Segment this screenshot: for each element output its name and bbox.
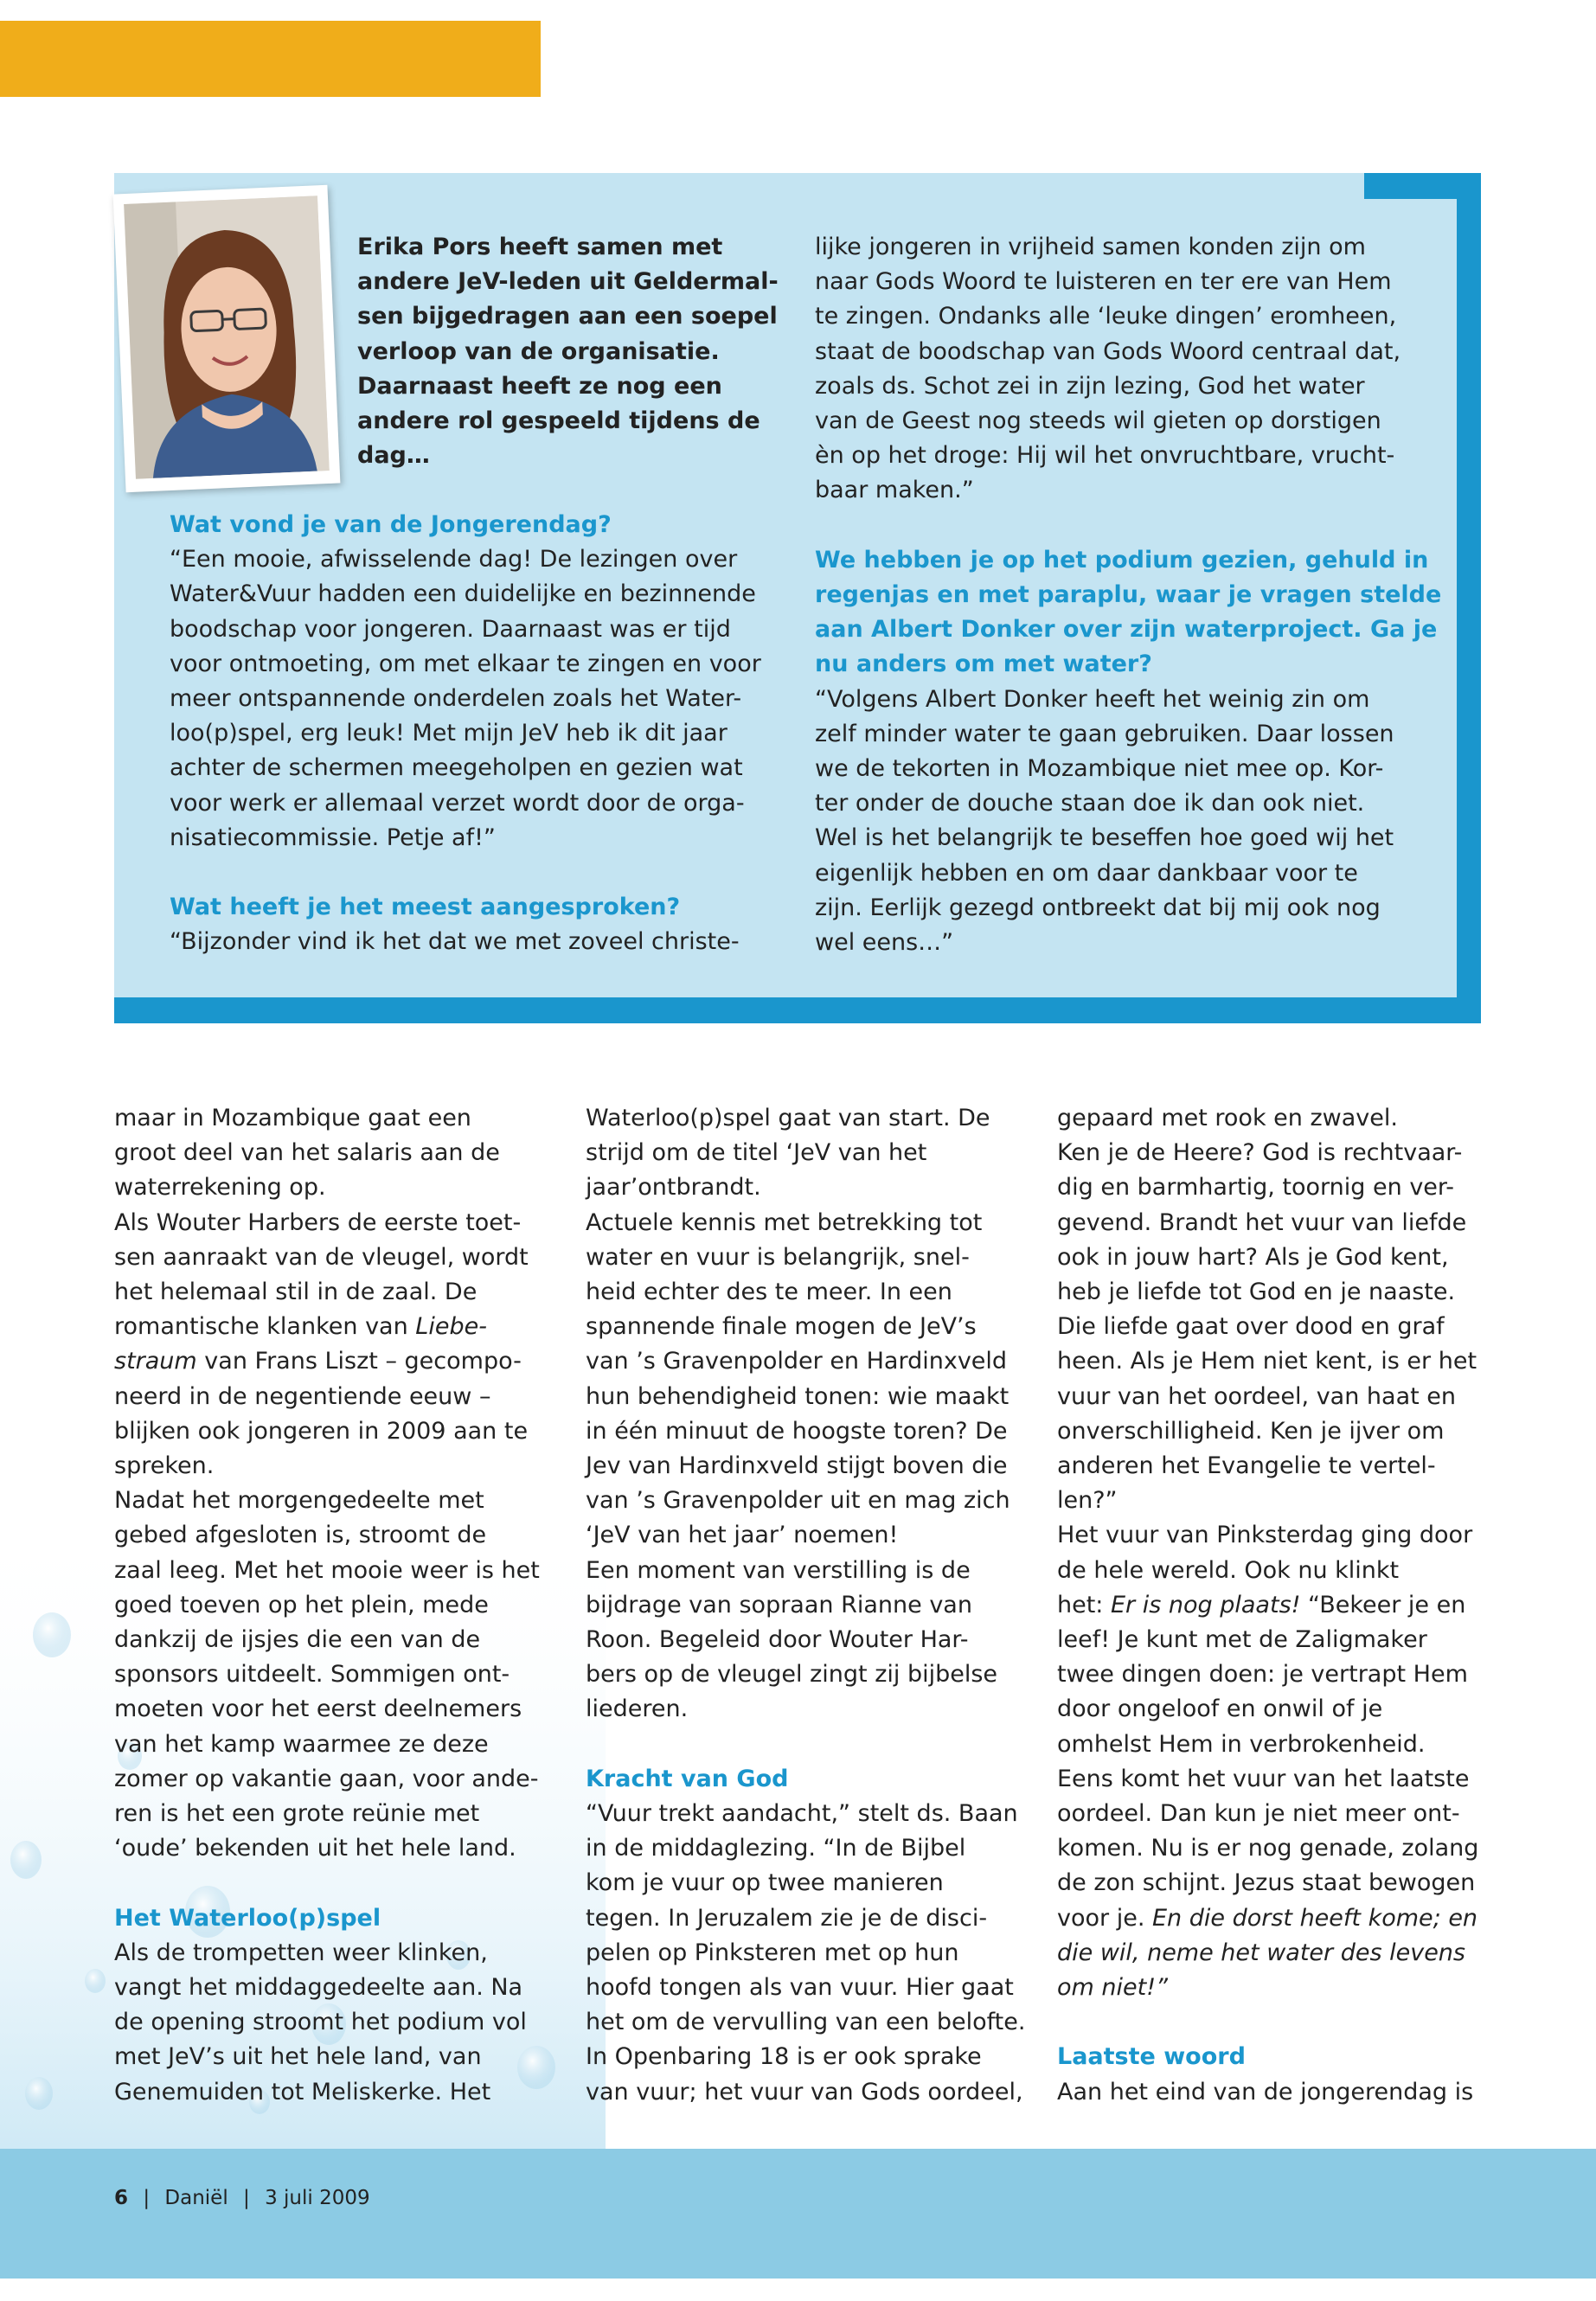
text-line: water en vuur is belangrijk, snel- (586, 1243, 970, 1271)
text-line: ‘JeV van het jaar’ noemen! (586, 1522, 899, 1549)
text-line: van ’s Gravenpolder en Hardinxveld (586, 1348, 1008, 1375)
text-line: kom je vuur op twee manieren (586, 1869, 944, 1897)
text-line (1057, 1901, 1478, 1936)
text-line: meer ontspannende onderdelen zoals het Water- (170, 685, 742, 713)
text-line: “Volgens Albert Donker heeft het weinig zin om (815, 685, 1370, 713)
text-line: zaal leeg. Met het mooie weer is het (114, 1556, 540, 1584)
text-line: het helemaal stil in de zaal. De (114, 1279, 478, 1306)
text-line: Het vuur van Pinksterdag ging door (1057, 1522, 1473, 1549)
text-line: eigenlijk hebben en om daar dankbaar voor te (815, 859, 1358, 887)
text-line: vangt het middaggedeelte aan. Na (114, 1974, 523, 2002)
interview-question: aan Albert Donker over zijn waterproject. Ga je (815, 616, 1438, 644)
text-line: de hele wereld. Ook nu klinkt (1057, 1556, 1400, 1584)
footer-separator: | (243, 2187, 250, 2209)
text-line: blijken ook jongeren in 2009 aan te (114, 1417, 529, 1445)
text-line: zelf minder water te gaan gebruiken. Daar lossen (815, 720, 1394, 747)
text-line: zijn. Eerlijk gezegd ontbreekt dat bij mij ook nog (815, 894, 1381, 921)
text-line: de opening stroomt het podium vol (114, 2009, 527, 2036)
page-number: 6 (114, 2187, 129, 2209)
text-line: in de middaglezing. “In de Bijbel (586, 1835, 966, 1862)
text-line: door ongeloof en onwil of je (1057, 1695, 1383, 1723)
article-column-2 (586, 1101, 1025, 2110)
italic-text: straum (114, 1348, 197, 1375)
text-line: Als Wouter Harbers de eerste toet- (114, 1208, 522, 1236)
text-line: len?” (1057, 1487, 1118, 1515)
text-line (114, 1344, 540, 1379)
text-line: Nadat het morgengedeelte met (114, 1487, 484, 1515)
text-line: oordeel. Dan kun je niet meer ont- (1057, 1800, 1460, 1828)
text-line: waterrekening op. (114, 1174, 326, 1202)
article-column-3 (1057, 1101, 1478, 2110)
section-tab-bar (0, 21, 541, 97)
interview-question: Wat heeft je het meest aangesproken? (170, 894, 681, 921)
text-span: “Bekeer je en (1300, 1591, 1466, 1618)
interview-question: nu anders om met water? (815, 651, 1152, 678)
text-line: met JeV’s uit het hele land, van (114, 2043, 482, 2071)
section-heading: Laatste woord (1057, 2043, 1246, 2071)
italic-text: Er is nog plaats! (1111, 1591, 1301, 1618)
text-line: maar in Mozambique gaat een (114, 1105, 471, 1131)
text-line: Actuele kennis met betrekking tot (586, 1208, 983, 1236)
text-line: boodschap voor jongeren. Daarnaast was er tijd (170, 615, 731, 643)
text-line: spreken. (114, 1452, 215, 1480)
text-span: van Frans Liszt – gecompo- (196, 1348, 522, 1375)
text-line: dig en barmhartig, toornig en ver- (1057, 1174, 1455, 1202)
text-line: groot deel van het salaris aan de (114, 1139, 500, 1167)
portrait-photo (113, 185, 341, 492)
text-line: Die liefde gaat over dood en graf (1057, 1313, 1445, 1341)
text-line: gevend. Brandt het vuur van liefde (1057, 1208, 1467, 1236)
footer-band (0, 2149, 1596, 2279)
text-line (1057, 1588, 1478, 1623)
text-line: pelen op Pinksteren met op hun (586, 1939, 959, 1966)
intro-line: Daarnaast heeft ze nog een (357, 372, 722, 400)
text-line: te zingen. Ondanks alle ‘leuke dingen’ eromheen, (815, 303, 1397, 330)
publication-date: 3 juli 2009 (265, 2187, 370, 2209)
text-line (1057, 1971, 1478, 2005)
footer-separator: | (143, 2187, 151, 2209)
text-line: goed toeven op het plein, mede (114, 1591, 489, 1618)
text-line: spannende finale mogen de JeV’s (586, 1313, 977, 1341)
intro-line: Erika Pors heeft samen met (357, 234, 723, 260)
text-line: gebed afgesloten is, stroomt de (114, 1522, 487, 1549)
text-line: twee dingen doen: je vertrapt Hem (1057, 1661, 1468, 1689)
text-line: heen. Als je Hem niet kent, is er het (1057, 1348, 1477, 1375)
italic-text: die wil, neme het water des levens (1057, 1939, 1465, 1966)
interview-left-column (170, 508, 761, 960)
text-line: tegen. In Jeruzalem zie je de disci- (586, 1904, 988, 1932)
interview-right-column (815, 230, 1441, 960)
text-line: zomer op vakantie gaan, voor ande- (114, 1765, 539, 1792)
text-line: nisatiecommissie. Petje af!” (170, 824, 496, 851)
text-line (1057, 1936, 1478, 1971)
text-line: Ken je de Heere? God is rechtvaar- (1057, 1139, 1463, 1167)
intro-line: andere JeV-leden uit Geldermal- (357, 268, 779, 296)
paragraph-gap (114, 1866, 540, 1900)
intro-line: dag… (357, 442, 430, 470)
paragraph-gap (1057, 2005, 1478, 2040)
interview-question: Wat vond je van de Jongerendag? (170, 511, 612, 538)
text-line: Waterloo(p)spel gaat van start. De (586, 1105, 990, 1131)
interview-question: We hebben je op het podium gezien, gehuld in (815, 546, 1429, 574)
text-line: naar Gods Woord te luisteren en ter ere van Hem (815, 268, 1392, 296)
text-line: “Vuur trekt aandacht,” stelt ds. Baan (586, 1800, 1018, 1828)
box-bottom-border (114, 997, 1481, 1023)
text-line: In Openbaring 18 is er ook sprake (586, 2043, 982, 2071)
intro-line: andere rol gespeeld tijdens de (357, 407, 760, 435)
text-line: lijke jongeren in vrijheid samen konden zijn om (815, 234, 1366, 260)
text-line: van het kamp waarmee ze deze (114, 1730, 489, 1758)
text-line: staat de boodschap van Gods Woord centraal dat, (815, 337, 1401, 365)
intro-line: verloop van de organisatie. (357, 337, 720, 365)
text-line: ter onder de douche staan doe ik dan ook niet. (815, 790, 1365, 817)
text-line: heid echter des te meer. In een (586, 1279, 952, 1306)
paragraph-gap (815, 509, 1441, 543)
text-line: bers op de vleugel zingt zij bijbelse (586, 1661, 998, 1689)
box-right-border (1457, 173, 1481, 1012)
text-line: voor werk er allemaal verzet wordt door de orga- (170, 789, 745, 817)
text-line: sponsors uitdeelt. Sommigen ont- (114, 1661, 510, 1689)
text-span: het: (1057, 1591, 1111, 1618)
text-line: ook in jouw hart? Als je God kent, (1057, 1243, 1449, 1271)
text-line: jaar’ontbrandt. (586, 1174, 761, 1202)
text-line: voor ontmoeting, om met elkaar te zingen en voor (170, 650, 761, 677)
text-line: van de Geest nog steeds wil gieten op dorstigen (815, 407, 1381, 435)
text-line: hun behendigheid tonen: wie maakt (586, 1382, 1010, 1410)
text-line: zoals ds. Schot zei in zijn lezing, God het water (815, 372, 1365, 400)
text-line: Als de trompetten weer klinken, (114, 1939, 488, 1966)
text-line: Jev van Hardinxveld stijgt boven die (586, 1452, 1008, 1480)
text-line: achter de schermen meegeholpen en gezien wat (170, 754, 743, 782)
text-line: Roon. Begeleid door Wouter Har- (586, 1626, 969, 1654)
text-line: in één minuut de hoogste toren? De (586, 1417, 1008, 1445)
italic-text: En die dorst heeft kome; en (1151, 1904, 1478, 1932)
section-heading: Het Waterloo(p)spel (114, 1904, 381, 1932)
text-line: Water&Vuur hadden een duidelijke en bezinnende (170, 580, 756, 608)
paragraph-gap (586, 1727, 1025, 1762)
text-line: èn op het droge: Hij wil het onvruchtbare, vrucht- (815, 442, 1395, 470)
section-heading: Kracht van God (586, 1765, 789, 1792)
publication-name: Daniël (164, 2187, 228, 2209)
text-line: van vuur; het vuur van Gods oordeel, (586, 2078, 1023, 2106)
text-line: wel eens…” (815, 929, 954, 957)
text-span: voor je. (1057, 1904, 1152, 1932)
text-line: omhelst Hem in verbrokenheid. (1057, 1730, 1426, 1758)
text-line: Eens komt het vuur van het laatste (1057, 1765, 1470, 1792)
text-line: neerd in de negentiende eeuw – (114, 1382, 491, 1410)
text-line: onverschilligheid. Ken je ijver om (1057, 1417, 1445, 1445)
page-footer (114, 2187, 370, 2209)
text-line: hoofd tongen als van vuur. Hier gaat (586, 1974, 1014, 2002)
text-line: moeten voor het eerst deelnemers (114, 1695, 522, 1723)
text-line: ren is het een grote reünie met (114, 1800, 480, 1828)
text-line: leef! Je kunt met de Zaligmaker (1057, 1626, 1427, 1654)
text-line: bijdrage van sopraan Rianne van (586, 1591, 972, 1618)
text-line: Aan het eind van de jongerendag is (1057, 2078, 1474, 2106)
text-line: de zon schijnt. Jezus staat bewogen (1057, 1869, 1476, 1897)
text-line: we de tekorten in Mozambique niet mee op. Kor- (815, 755, 1384, 783)
text-line: baar maken.” (815, 477, 974, 504)
text-line: heb je liefde tot God en je naaste. (1057, 1279, 1456, 1306)
text-line: sen aanraakt van de vleugel, wordt (114, 1243, 529, 1271)
text-span: romantische klanken van (114, 1313, 416, 1341)
text-line: ‘oude’ bekenden uit het hele land. (114, 1835, 516, 1862)
text-line: gepaard met rook en zwavel. (1057, 1105, 1398, 1131)
text-line: Een moment van verstilling is de (586, 1556, 971, 1584)
intro-line: sen bijgedragen aan een soepel (357, 303, 778, 330)
text-line (114, 1310, 540, 1344)
interview-intro (357, 230, 779, 473)
portrait-image (124, 195, 330, 478)
text-line: dankzij de ijsjes die een van de (114, 1626, 481, 1654)
text-line: “Een mooie, afwisselende dag! De lezingen over (170, 546, 738, 574)
text-line: “Bijzonder vind ik het dat we met zoveel christe- (170, 928, 740, 956)
text-line: strijd om de titel ‘JeV van het (586, 1139, 927, 1167)
text-line: liederen. (586, 1695, 689, 1723)
text-line: anderen het Evangelie te vertel- (1057, 1452, 1436, 1480)
text-line: komen. Nu is er nog genade, zolang (1057, 1835, 1479, 1862)
paragraph-gap (170, 856, 761, 890)
article-column-1 (114, 1101, 540, 2110)
text-line: Wel is het belangrijk te beseffen hoe goed wij het (815, 824, 1394, 852)
text-line: van ’s Gravenpolder uit en mag zich (586, 1487, 1010, 1515)
text-line: loo(p)spel, erg leuk! Met mijn JeV heb ik dit jaar (170, 720, 727, 747)
text-line: het om de vervulling van een belofte. (586, 2009, 1026, 2036)
italic-text: Liebe- (415, 1313, 487, 1341)
italic-text: om niet!” (1057, 1974, 1169, 2002)
text-line: Genemuiden tot Meliskerke. Het (114, 2078, 491, 2106)
interview-question: regenjas en met paraplu, waar je vragen stelde (815, 581, 1442, 609)
text-line: vuur van het oordeel, van haat en (1057, 1382, 1457, 1410)
